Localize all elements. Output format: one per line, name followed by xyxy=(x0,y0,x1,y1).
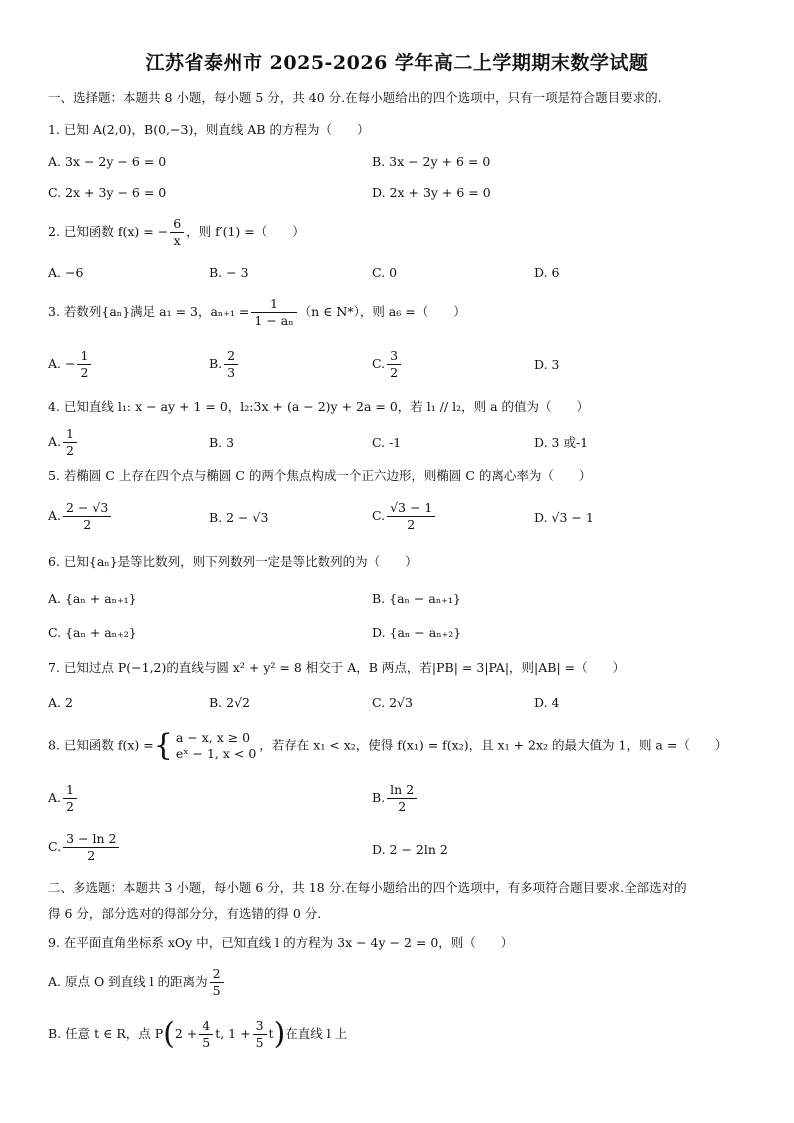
question-2-stem xyxy=(48,216,305,249)
piecewise-case-1: a − x, x ≥ 0 xyxy=(175,730,251,745)
fraction-numerator: 1 xyxy=(63,426,77,443)
fraction-denominator: 2 xyxy=(398,799,407,814)
fraction-numerator: 3 xyxy=(253,1018,267,1035)
question-5-option-c xyxy=(372,500,437,533)
option-label: C. xyxy=(48,839,62,854)
option-label: B. xyxy=(209,356,223,371)
question-9-option-a xyxy=(48,966,226,999)
question-1-option-b: B. 3x − 2y + 6 = 0 xyxy=(372,154,491,169)
fraction-numerator: ln 2 xyxy=(387,782,417,799)
question-3-option-a xyxy=(48,348,93,381)
question-3-option-b xyxy=(209,348,240,381)
section-heading-multi-choice: 二、多选题：本题共 3 小题，每小题 6 分，共 18 分.在每小题给出的四个选项中，有多项符合题目要求.全部选对的 xyxy=(48,880,687,895)
question-3-option-d: D. 3 xyxy=(534,357,560,372)
fraction-denominator: 5 xyxy=(212,983,221,998)
fraction-numerator: 2 xyxy=(224,348,238,365)
option-fraction xyxy=(199,1018,213,1051)
question-1-stem: 1. 已知 A(2,0)，B(0,−3)，则直线 AB 的方程为（ ） xyxy=(48,122,370,137)
option-suffix: 在直线 l 上 xyxy=(285,1026,348,1041)
question-8-option-d: D. 2 − 2ln 2 xyxy=(372,842,448,857)
option-fraction xyxy=(63,831,119,864)
fraction-denominator: 1 − aₙ xyxy=(254,313,294,328)
option-label: A. xyxy=(48,790,62,805)
option-fraction xyxy=(387,348,401,381)
question-8-option-c xyxy=(48,831,121,864)
fraction-denominator: 2 xyxy=(80,365,89,380)
left-paren: ( xyxy=(163,1016,175,1052)
section-heading-multi-choice-cont: 得 6 分，部分选对的得部分分，有选错的得 0 分. xyxy=(48,906,322,921)
question-4-option-c: C. -1 xyxy=(372,435,402,450)
coord-part: t, 1 + xyxy=(215,1026,251,1041)
question-1-option-a: A. 3x − 2y − 6 = 0 xyxy=(48,154,167,169)
question-4-option-a xyxy=(48,426,79,459)
question-7-stem: 7. 已知过点 P(−1,2)的直线与圆 x² + y² = 8 相交于 A，B 两点，若|PB| = 3|PA|，则|AB| =（ ） xyxy=(48,660,626,675)
fraction-denominator: 2 xyxy=(407,517,416,532)
fraction-numerator: 4 xyxy=(199,1018,213,1035)
question-1-option-c: C. 2x + 3y − 6 = 0 xyxy=(48,185,167,200)
question-8-stem-pre: 8. 已知函数 f(x) = xyxy=(48,737,154,753)
fraction-numerator: 2 − √3 xyxy=(63,500,111,517)
fraction-denominator: 2 xyxy=(83,517,92,532)
right-paren: ) xyxy=(273,1016,286,1052)
question-7-option-c: C. 2√3 xyxy=(372,695,413,710)
question-2-option-a: A. −6 xyxy=(48,265,84,280)
question-4-option-d: D. 3 或-1 xyxy=(534,435,589,450)
question-8-stem xyxy=(48,730,727,762)
question-3-option-c xyxy=(372,348,403,381)
question-6-option-c: C. {aₙ + aₙ₊₂} xyxy=(48,625,137,640)
question-3-stem-post: （n ∈ N*），则 a₆ =（ ） xyxy=(298,304,466,319)
coord-part: t xyxy=(268,1026,274,1041)
section-heading-single-choice: 一、选择题：本题共 8 小题，每小题 5 分，共 40 分.在每小题给出的四个选项中，只有一项是符合题目要求的. xyxy=(48,90,662,105)
fraction-numerator: 6 xyxy=(170,216,184,233)
question-8-option-b xyxy=(372,782,419,815)
question-2-stem-post: ，则 f′(1) =（ ） xyxy=(186,224,305,239)
fraction-numerator: 1 xyxy=(63,782,77,799)
fraction-denominator: 2 xyxy=(87,848,96,863)
question-2-stem-pre: 2. 已知函数 f(x) = − xyxy=(48,224,169,239)
piecewise-brace: { xyxy=(153,728,173,763)
option-label: C. xyxy=(372,508,386,523)
question-1-option-d: D. 2x + 3y + 6 = 0 xyxy=(372,185,491,200)
question-2-fraction xyxy=(170,216,184,249)
option-fraction xyxy=(63,782,77,815)
fraction-denominator: 5 xyxy=(202,1035,211,1050)
question-8-stem-post: ，若存在 x₁ < x₂，使得 f(x₁) = f(x₂)，且 x₁ + 2x₂ 的最大值为 1，则 a =（ ） xyxy=(259,737,728,753)
piecewise-case-2: eˣ − 1, x < 0 xyxy=(175,746,257,761)
fraction-denominator: x xyxy=(173,233,181,248)
fraction-numerator: 2 xyxy=(210,966,224,983)
question-9-stem: 9. 在平面直角坐标系 xOy 中，已知直线 l 的方程为 3x − 4y − 2 = 0，则（ ） xyxy=(48,935,514,950)
option-fraction xyxy=(63,500,111,533)
option-label: A. xyxy=(48,508,62,523)
fraction-numerator: 1 xyxy=(77,348,91,365)
question-2-option-d: D. 6 xyxy=(534,265,560,280)
option-fraction xyxy=(63,426,77,459)
question-4-stem: 4. 已知直线 l₁: x − ay + 1 = 0，l₂:3x + (a − 2)y + 2a = 0，若 l₁ // l₂，则 a 的值为（ ） xyxy=(48,399,590,414)
question-6-stem: 6. 已知{aₙ}是等比数列，则下列数列一定是等比数列的为（ ） xyxy=(48,554,418,569)
question-3-stem-pre: 3. 若数列{aₙ}满足 a₁ = 3，aₙ₊₁ = xyxy=(48,304,250,319)
option-label: B. xyxy=(372,790,386,805)
option-fraction xyxy=(387,782,417,815)
question-7-option-b: B. 2√2 xyxy=(209,695,251,710)
question-8-option-a xyxy=(48,782,79,815)
question-9-option-b xyxy=(48,1018,347,1051)
fraction-denominator: 2 xyxy=(66,799,74,814)
fraction-numerator: 3 xyxy=(387,348,401,365)
question-5-option-d: D. √3 − 1 xyxy=(534,510,594,525)
question-6-option-b: B. {aₙ − aₙ₊₁} xyxy=(372,591,461,606)
question-5-option-a xyxy=(48,500,113,533)
question-6-option-d: D. {aₙ − aₙ₊₂} xyxy=(372,625,462,640)
fraction-numerator: 1 xyxy=(251,296,296,313)
question-5-option-b: B. 2 − √3 xyxy=(209,510,269,525)
question-2-option-b: B. − 3 xyxy=(209,265,249,280)
question-7-option-d: D. 4 xyxy=(534,695,560,710)
piecewise-definition xyxy=(176,730,256,762)
option-label: A. − xyxy=(48,356,76,371)
coord-part: 2 + xyxy=(174,1026,198,1041)
option-label: A. xyxy=(48,434,62,449)
question-7-option-a: A. 2 xyxy=(48,695,73,710)
fraction-denominator: 5 xyxy=(255,1035,264,1050)
option-fraction xyxy=(77,348,91,381)
option-label: C. xyxy=(372,356,386,371)
question-3-stem xyxy=(48,296,466,329)
option-fraction xyxy=(253,1018,267,1051)
question-5-stem: 5. 若椭圆 C 上存在四个点与椭圆 C 的两个焦点构成一个正六边形，则椭圆 C 的离心率为（ ） xyxy=(48,468,592,483)
fraction-numerator: 3 − ln 2 xyxy=(63,831,119,848)
fraction-denominator: 3 xyxy=(227,365,236,380)
question-2-option-c: C. 0 xyxy=(372,265,398,280)
option-label: B. 任意 t ∈ R，点 P xyxy=(48,1026,164,1041)
fraction-numerator: √3 − 1 xyxy=(387,500,435,517)
fraction-denominator: 2 xyxy=(66,443,74,458)
option-fraction xyxy=(224,348,238,381)
fraction-denominator: 2 xyxy=(390,365,399,380)
option-fraction xyxy=(387,500,435,533)
question-3-fraction xyxy=(251,296,296,329)
question-4-option-b: B. 3 xyxy=(209,435,235,450)
page-title: 江苏省泰州市 2025-2026 学年高二上学期期末数学试题 xyxy=(145,52,649,74)
option-fraction xyxy=(210,966,224,999)
option-label: A. 原点 O 到直线 l 的距离为 xyxy=(48,974,208,989)
question-6-option-a: A. {aₙ + aₙ₊₁} xyxy=(48,591,137,606)
